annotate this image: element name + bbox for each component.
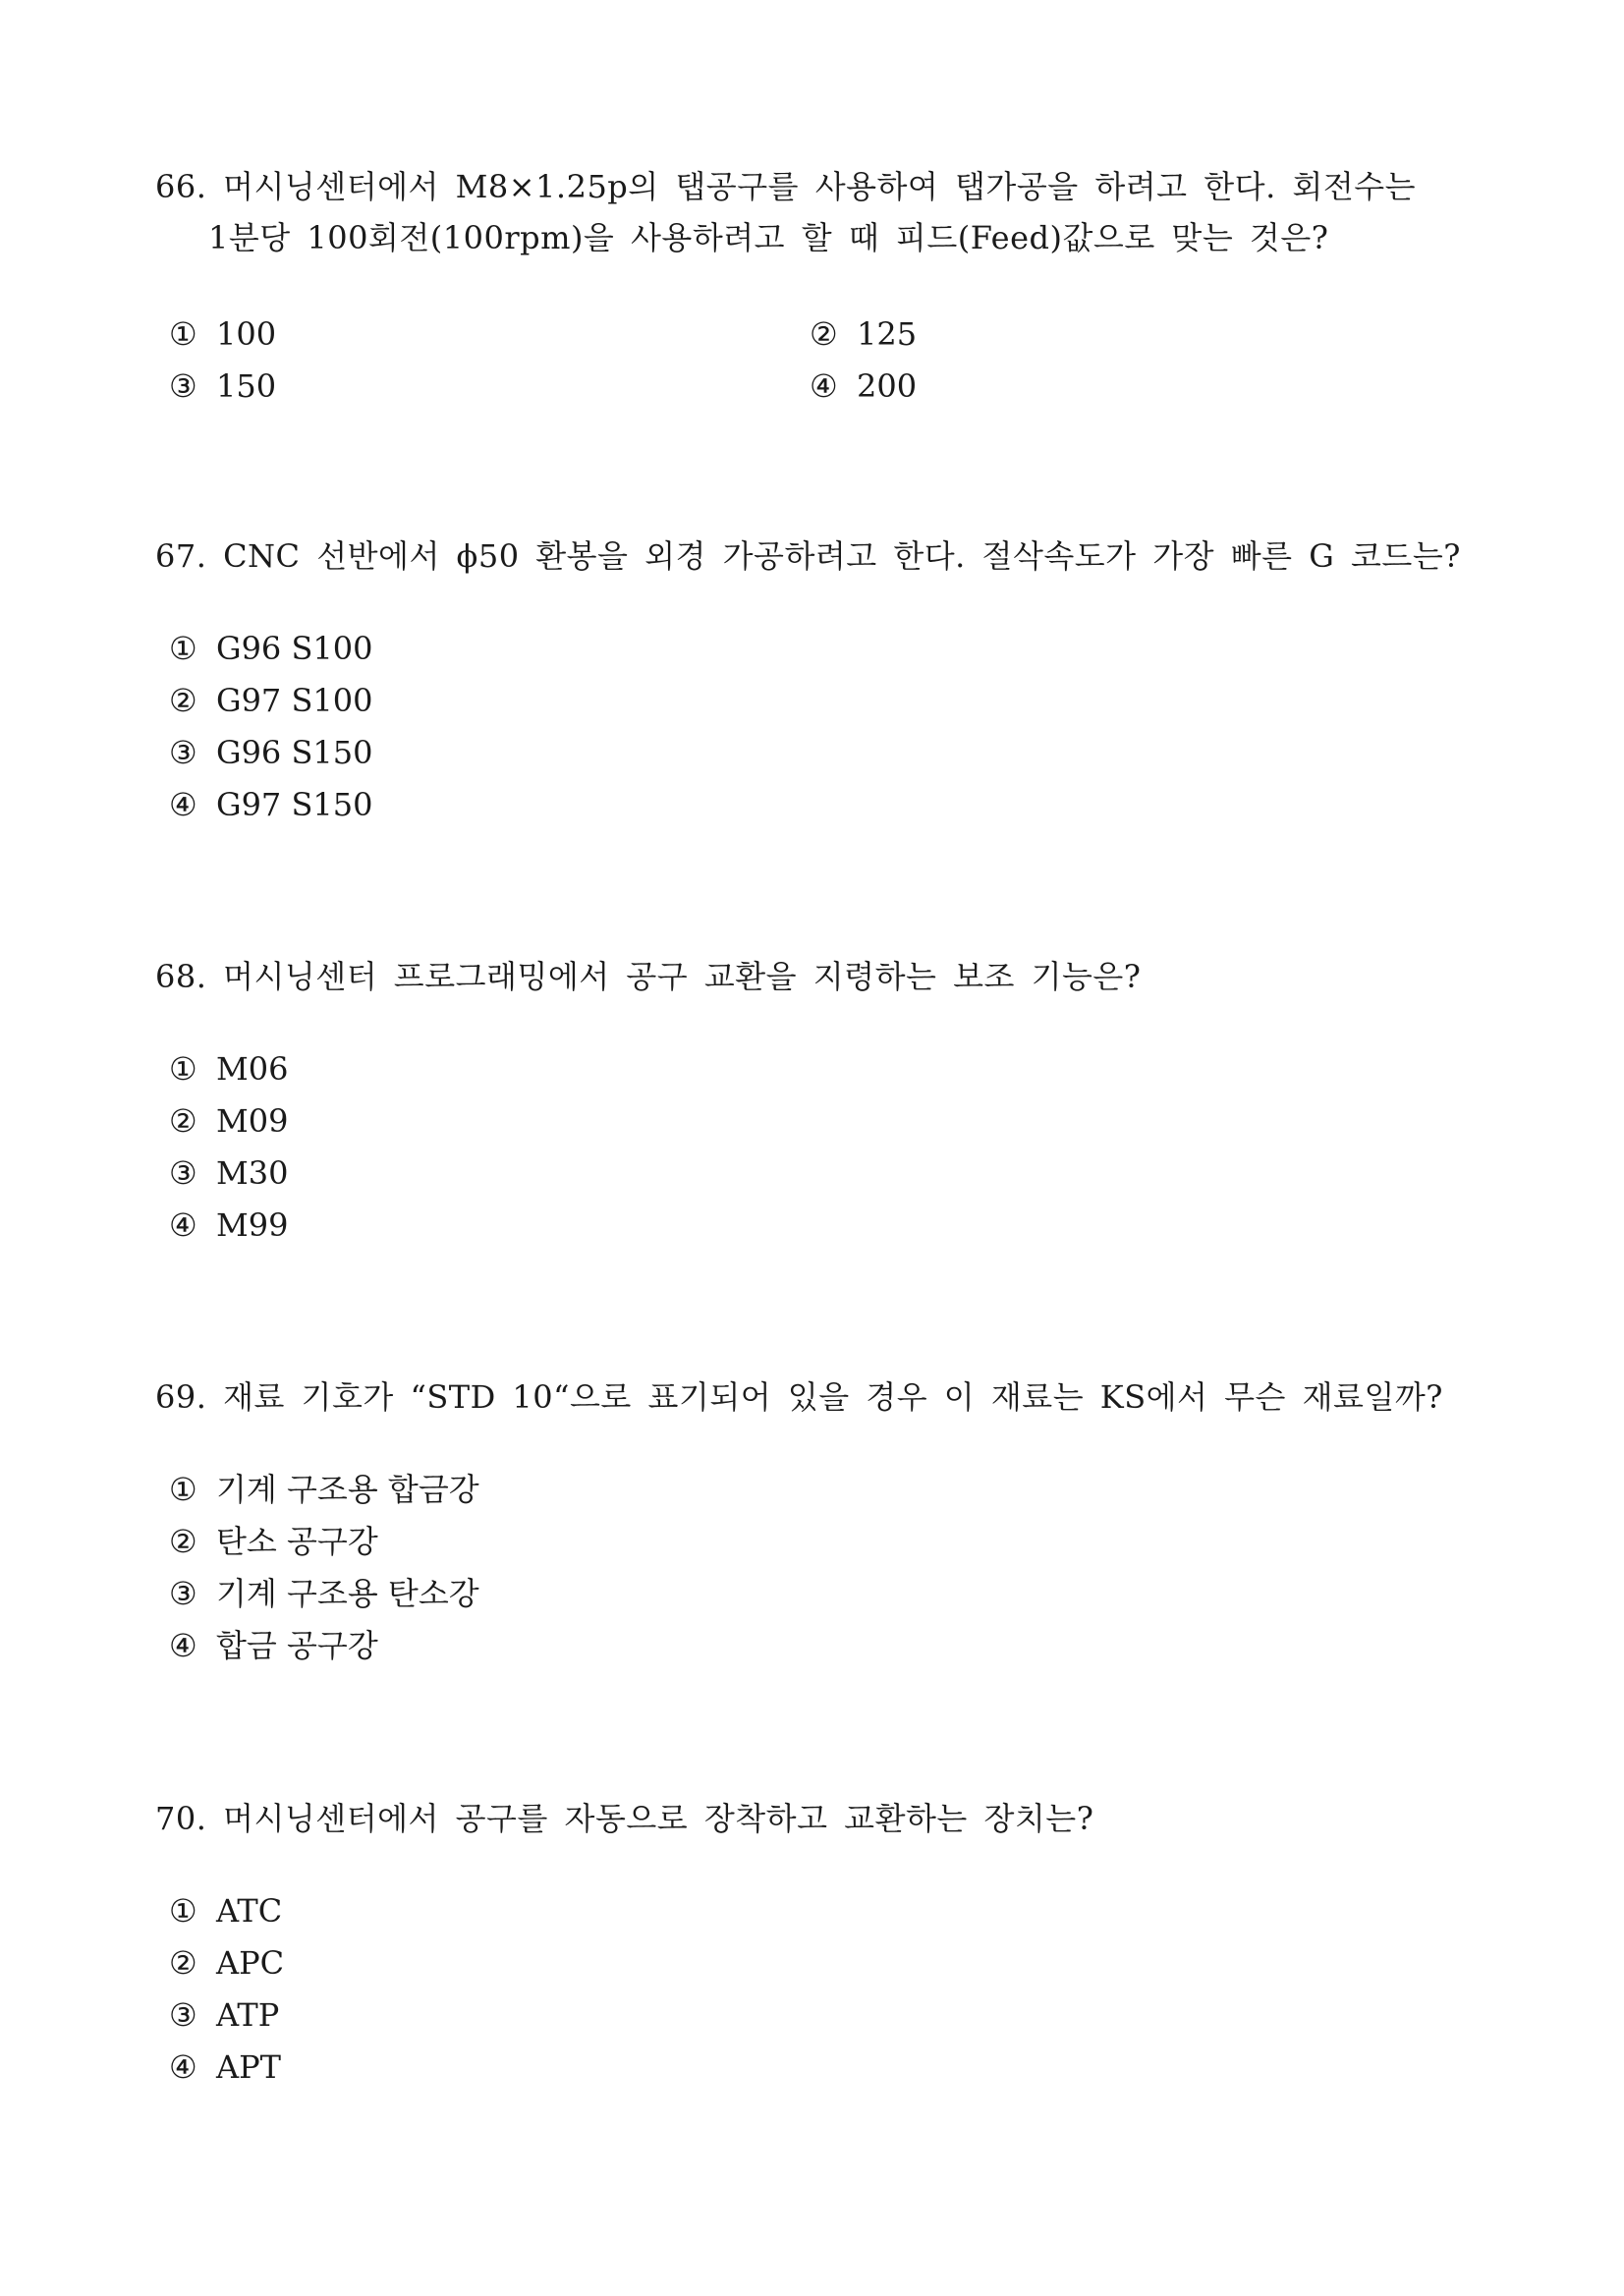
choice-1[interactable] [169,1464,1491,1516]
choice-text: G96 S100 [216,630,373,667]
choice-2[interactable] [810,308,1399,361]
choice-2[interactable] [169,1937,1491,1989]
choice-text: 기계 구조용 탄소강 [216,1575,479,1612]
choice-2[interactable] [169,675,1491,727]
question-66 [155,161,1491,413]
choice-4[interactable] [169,779,1491,831]
question-70 [155,1793,1491,2094]
choice-text: 100 [216,315,277,353]
question-68 [155,951,1491,1252]
choice-marker: ④ [169,786,197,823]
answer-choices [155,1464,1491,1672]
question-number: 67. [155,537,207,575]
question-text-line-1: 머시닝센터에서 M8×1.25p의 탭공구를 사용하여 탭가공을 하려고 한다. 회전수는 [223,168,1417,205]
choice-marker: ① [169,1050,197,1088]
question-text-line-1: 재료 기호가 “STD 10“으로 표기되어 있을 경우 이 재료는 KS에서 무슨 재료일까? [223,1378,1443,1416]
choice-3[interactable] [169,1989,1491,2042]
choice-3[interactable] [169,1148,1491,1200]
choice-4[interactable] [169,1200,1491,1252]
choice-marker: ② [169,1523,197,1560]
choice-text: M99 [216,1206,289,1244]
choice-text: ATC [216,1892,283,1930]
choice-text: APT [216,2048,281,2086]
question-text-line-1: CNC 선반에서 ϕ50 환봉을 외경 가공하려고 한다. 절삭속도가 가장 빠른 G 코드는? [223,537,1461,575]
answer-choices [155,1885,1491,2094]
choice-marker: ③ [169,1154,197,1192]
choice-marker: ④ [169,1627,197,1664]
choice-text: 기계 구조용 합금강 [216,1471,479,1508]
choice-marker: ① [169,1471,197,1508]
question-number: 70. [155,1800,207,1837]
choice-3[interactable] [169,1568,1491,1620]
choice-text: M06 [216,1050,289,1088]
choice-marker: ③ [169,1575,197,1612]
choice-text: APC [216,1944,285,1982]
choice-4[interactable] [169,2042,1491,2094]
choice-marker: ② [169,1944,197,1982]
choice-1[interactable] [169,623,1491,675]
choice-text: G96 S150 [216,734,373,771]
choice-marker: ④ [810,367,838,405]
question-67 [155,531,1491,831]
question-stem [155,1372,1491,1423]
answer-choices [155,1043,1491,1252]
choice-2[interactable] [169,1516,1491,1568]
question-text-line-1: 머시닝센터에서 공구를 자동으로 장착하고 교환하는 장치는? [223,1800,1094,1837]
choice-marker: ③ [169,1996,197,2034]
choice-text: 150 [216,367,277,405]
choice-marker: ③ [169,367,197,405]
choice-marker: ① [169,630,197,667]
choice-3[interactable] [169,727,1491,779]
answer-choices [155,623,1491,831]
question-number: 66. [155,168,207,205]
question-text-line-1: 머시닝센터 프로그래밍에서 공구 교환을 지령하는 보조 기능은? [223,958,1142,995]
choice-marker: ① [169,1892,197,1930]
answer-choices [155,308,1491,413]
choice-3[interactable] [169,361,810,413]
question-stem [155,161,1491,263]
choice-text: 200 [857,367,918,405]
choice-text: ATP [216,1996,280,2034]
choice-marker: ② [810,315,838,353]
choice-marker: ③ [169,734,197,771]
choice-marker: ② [169,1102,197,1140]
choice-marker: ② [169,682,197,719]
choice-text: M09 [216,1102,289,1140]
choice-text: M30 [216,1154,289,1192]
choice-1[interactable] [169,1043,1491,1095]
choice-4[interactable] [810,361,1399,413]
question-text-line-2: 1분당 100회전(100rpm)을 사용하려고 할 때 피드(Feed)값으로 맞는 것은? [208,219,1329,256]
choice-text: G97 S150 [216,786,373,823]
choice-text: 탄소 공구강 [216,1523,378,1560]
question-number: 69. [155,1378,207,1416]
choice-marker: ① [169,315,197,353]
choice-marker: ④ [169,1206,197,1244]
choice-text: 125 [857,315,918,353]
question-number: 68. [155,958,207,995]
choice-text: 합금 공구강 [216,1627,378,1664]
choice-1[interactable] [169,1885,1491,1937]
choice-2[interactable] [169,1095,1491,1148]
choice-text: G97 S100 [216,682,373,719]
choice-1[interactable] [169,308,810,361]
question-stem [155,531,1491,582]
question-stem [155,1793,1491,1844]
choice-4[interactable] [169,1620,1491,1672]
choice-marker: ④ [169,2048,197,2086]
question-69 [155,1372,1491,1672]
question-stem [155,951,1491,1002]
